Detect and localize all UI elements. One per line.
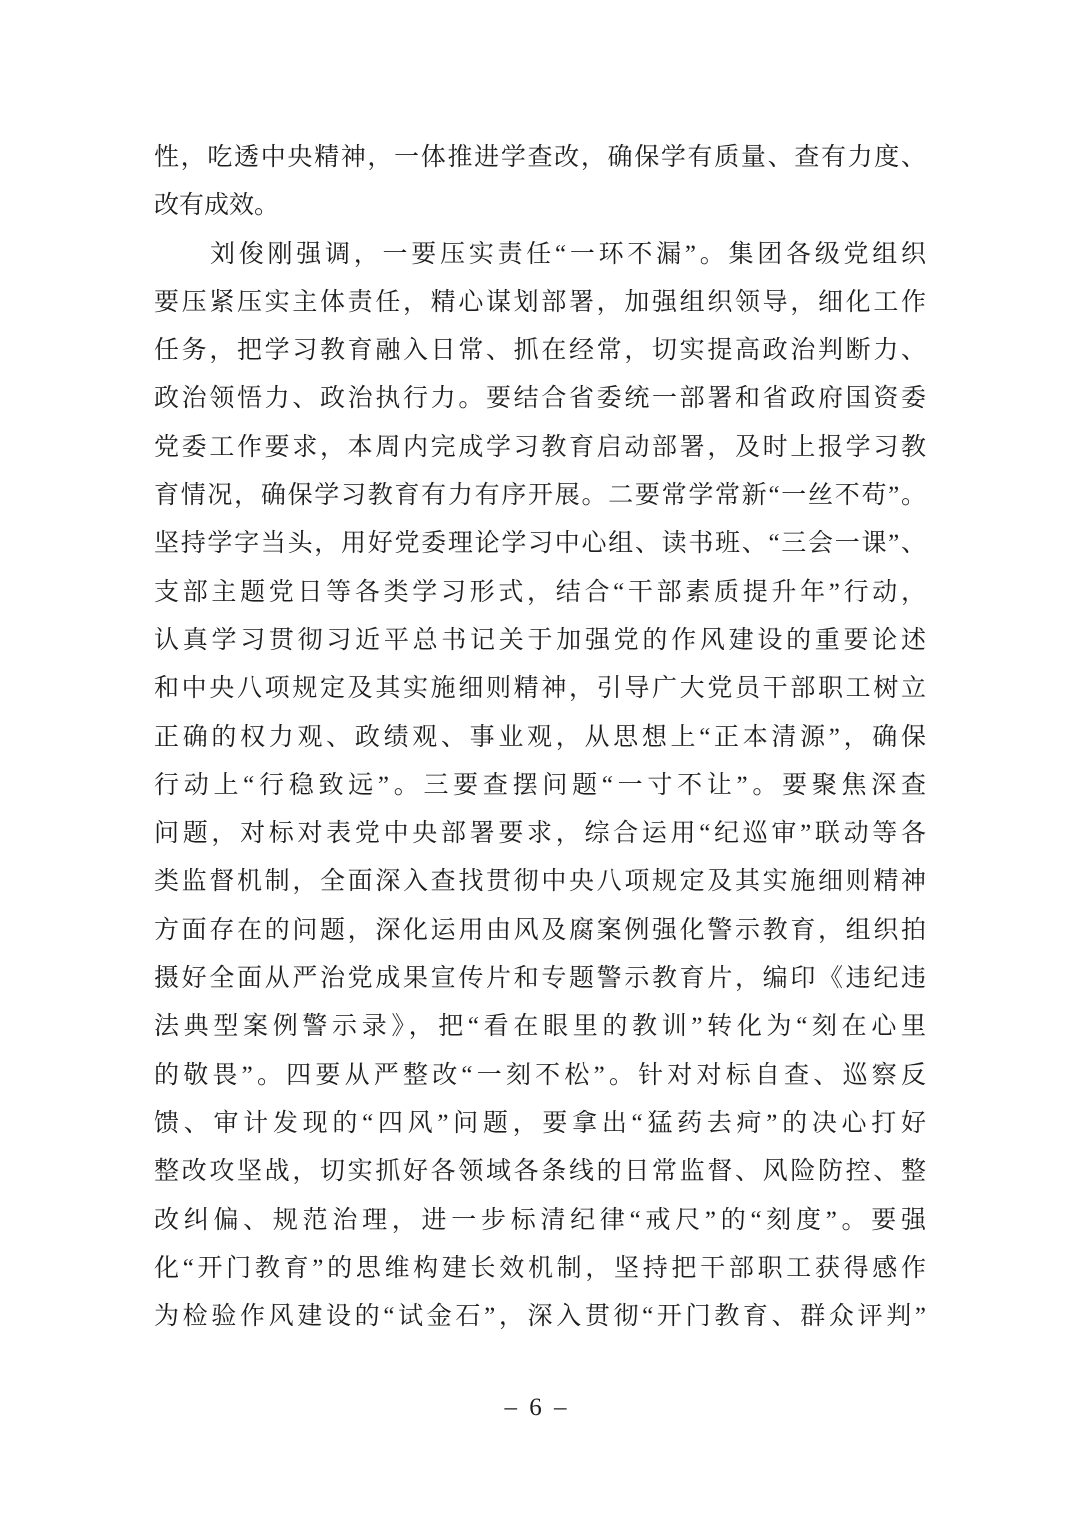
text-line: 育情况，确保学习教育有力有序开展。二要常学常新“一丝不苟”。 — [154, 482, 926, 510]
text-line: 政治领悟力、政治执行力。要结合省委统一部署和省政府国资委 — [154, 385, 926, 413]
text-line: 的敬畏”。四要从严整改“一刻不松”。针对对标自查、巡察反 — [154, 1061, 926, 1089]
text-line: 性，吃透中央精神，一体推进学查改，确保学有质量、查有力度、 — [154, 144, 926, 171]
text-line: 问题，对标对表党中央部署要求，综合运用“纪巡审”联动等各 — [154, 820, 926, 848]
page-number: – 6 – — [504, 1394, 570, 1421]
text-line: 正确的权力观、政绩观、事业观，从思想上“正本清源”，确保 — [154, 723, 926, 751]
text-line: 方面存在的问题，深化运用由风及腐案例强化警示教育，组织拍 — [154, 916, 926, 944]
text-line: 改纠偏、规范治理，进一步标清纪律“戒尺”的“刻度”。要强 — [154, 1206, 926, 1234]
text-line: 化“开门教育”的思维构建长效机制，坚持把干部职工获得感作 — [154, 1254, 926, 1282]
text-line: 改有成效。 — [154, 192, 280, 220]
text-line: 行动上“行稳致远”。三要查摆问题“一寸不让”。要聚焦深查 — [154, 771, 926, 799]
text-line: 为检验作风建设的“试金石”，深入贯彻“开门教育、群众评判” — [154, 1303, 926, 1331]
text-line: 刘俊刚强调，一要压实责任“一环不漏”。集团各级党组织 — [210, 240, 926, 268]
text-line: 支部主题党日等各类学习形式，结合“干部素质提升年”行动， — [154, 578, 926, 606]
text-line: 任务，把学习教育融入日常、抓在经常，切实提高政治判断力、 — [154, 337, 926, 365]
text-line: 类监督机制，全面深入查找贯彻中央八项规定及其实施细则精神 — [154, 868, 926, 896]
text-line: 要压紧压实主体责任，精心谋划部署，加强组织领导，细化工作 — [154, 288, 926, 316]
text-line: 坚持学字当头，用好党委理论学习中心组、读书班、“三会一课”、 — [154, 530, 926, 558]
text-line: 摄好全面从严治党成果宣传片和专题警示教育片，编印《违纪违 — [154, 965, 926, 993]
text-line: 党委工作要求，本周内完成学习教育启动部署，及时上报学习教 — [154, 433, 926, 461]
text-line: 和中央八项规定及其实施细则精神，引导广大党员干部职工树立 — [154, 675, 926, 703]
text-line: 整改攻坚战，切实抓好各领域各条线的日常监督、风险防控、整 — [154, 1158, 926, 1186]
text-line: 认真学习贯彻习近平总书记关于加强党的作风建设的重要论述 — [154, 626, 926, 654]
text-line: 馈、审计发现的“四风”问题，要拿出“猛药去疴”的决心打好 — [154, 1109, 926, 1137]
body-text — [154, 134, 926, 1341]
text-line: 法典型案例警示录》，把“看在眼里的教训”转化为“刻在心里 — [154, 1013, 926, 1041]
